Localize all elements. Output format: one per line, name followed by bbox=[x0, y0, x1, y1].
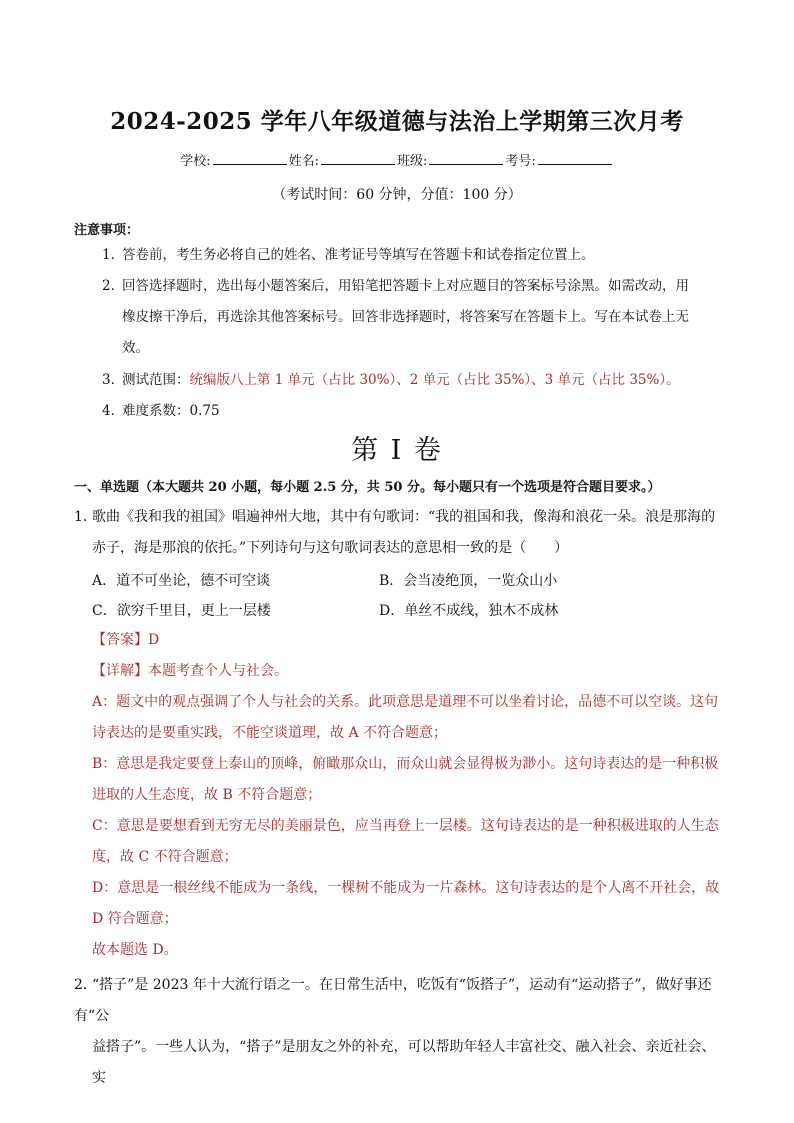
question-1 bbox=[74, 502, 724, 564]
exam-title: 2024-2025 学年八年级道德与法治上学期第三次月考 bbox=[110, 108, 684, 135]
notice-heading: 注意事项： bbox=[74, 223, 140, 238]
question-stem: 歌曲《我和我的祖国》唱遍神州大地，其中有句歌词：“我的祖国和我，像海和浪花一朵。浪是那海的 bbox=[92, 509, 716, 525]
question-1-answer bbox=[92, 625, 724, 966]
explanation-d-line1: D：意思是一根丝线不能成为一条线，一棵树不能成为一片森林。这句诗表达的是个人离不开社会，故 bbox=[92, 880, 720, 896]
question-number: 2． bbox=[74, 977, 97, 993]
explanation-a-line1: A：题文中的观点强调了个人与社会的关系。此项意思是道理不可以坐着讨论，品德不可以空谈。这句 bbox=[92, 694, 719, 710]
notice-text: 回答选择题时，选出每小题答案后，用铅笔把答题卡上对应题目的答案标号涂黑。如需改动，用 bbox=[122, 278, 689, 294]
option-d[interactable]: D．单丝不成线，独木不成林 bbox=[379, 603, 559, 619]
explanation-c-line1: C：意思是要想看到无穷无尽的美丽景色，应当再登上一层楼。这句诗表达的是一种积极进取的人生态 bbox=[92, 818, 719, 834]
question-2 bbox=[74, 970, 724, 1094]
number-label: 考号: bbox=[505, 154, 536, 169]
section-heading: 一、单选题（本大题共 20 小题，每小题 2.5 分，共 50 分。每小题只有一个选项是符合题目要求。） bbox=[74, 480, 661, 495]
question-1-options bbox=[92, 570, 712, 630]
detail-tag: 【详解】 bbox=[92, 663, 148, 679]
notice-num: 1． bbox=[102, 247, 125, 263]
detail-intro: 本题考查个人与社会。 bbox=[148, 663, 288, 679]
question-number: 1． bbox=[74, 509, 97, 525]
notice-text-cont: 橡皮擦干净后，再选涂其他答案标号。回答非选择题时，将答案写在答题卡上。写在本试卷上无 bbox=[122, 309, 689, 325]
notice-num: 3． bbox=[102, 372, 125, 388]
explanation-b-line1: B：意思是我定要登上泰山的顶峰，俯瞰那众山，而众山就会显得极为渺小。这句诗表达的是一种积极 bbox=[92, 756, 719, 772]
question-stem-cont: 益搭子”。一些人认为，“搭子”是朋友之外的补充，可以帮助年轻人丰富社交、融入社会、亲近社会、实 bbox=[92, 1039, 716, 1086]
student-info-line bbox=[0, 150, 794, 169]
notice-text-cont: 效。 bbox=[122, 340, 149, 356]
name-blank[interactable] bbox=[321, 163, 395, 165]
school-blank[interactable] bbox=[213, 163, 287, 165]
number-blank[interactable] bbox=[538, 163, 612, 165]
answer-value: D bbox=[148, 632, 160, 648]
explanation-conclusion: 故本题选 D。 bbox=[92, 942, 178, 958]
school-label: 学校: bbox=[180, 154, 211, 169]
test-scope: 统编版八上第 1 单元（占比 30%）、2 单元（占比 35%）、3 单元（占比 35%）。 bbox=[189, 372, 680, 388]
exam-time-line: （考试时间：60 分钟，分值：100 分） bbox=[272, 187, 522, 203]
notice-item-1 bbox=[102, 240, 722, 271]
answer-tag: 【答案】 bbox=[92, 632, 148, 648]
notice-text: 答卷前，考生务必将自己的姓名、准考证号等填写在答题卡和试卷指定位置上。 bbox=[122, 247, 595, 263]
notice-item-3 bbox=[102, 365, 722, 396]
explanation-d-line2: D 符合题意； bbox=[92, 911, 178, 927]
notice-item-4 bbox=[102, 396, 722, 427]
question-stem-cont: 赤子，海是那浪的依托。”下列诗句与这句歌词表达的意思相一致的是（ ） bbox=[92, 540, 569, 556]
option-b[interactable]: B．会当凌绝顶，一览众山小 bbox=[379, 573, 558, 589]
question-stem: “搭子”是 2023 年十大流行语之一。在日常生活中，吃饭有“饭搭子”，运动有“运动搭子”，做好事还有“公 bbox=[74, 977, 712, 1024]
name-label: 姓名: bbox=[288, 154, 319, 169]
option-a[interactable]: A．道不可坐论，德不可空谈 bbox=[92, 573, 271, 589]
notice-item-2 bbox=[102, 271, 722, 364]
explanation-c-line2: 度，故 C 不符合题意； bbox=[92, 849, 238, 865]
class-blank[interactable] bbox=[429, 163, 503, 165]
explanation-a-line2: 诗表达的是要重实践，不能空谈道理，故 A 不符合题意； bbox=[92, 725, 448, 741]
volume-heading: 第 I 卷 bbox=[351, 435, 443, 466]
notice-num: 4． bbox=[102, 403, 125, 419]
option-c[interactable]: C．欲穷千里目，更上一层楼 bbox=[92, 603, 271, 619]
notice-text: 测试范围： bbox=[122, 372, 190, 388]
notice-num: 2． bbox=[102, 278, 125, 294]
explanation-b-line2: 进取的人生态度，故 B 不符合题意； bbox=[92, 787, 322, 803]
notice-text: 难度系数：0.75 bbox=[122, 403, 220, 419]
class-label: 班级: bbox=[397, 154, 428, 169]
